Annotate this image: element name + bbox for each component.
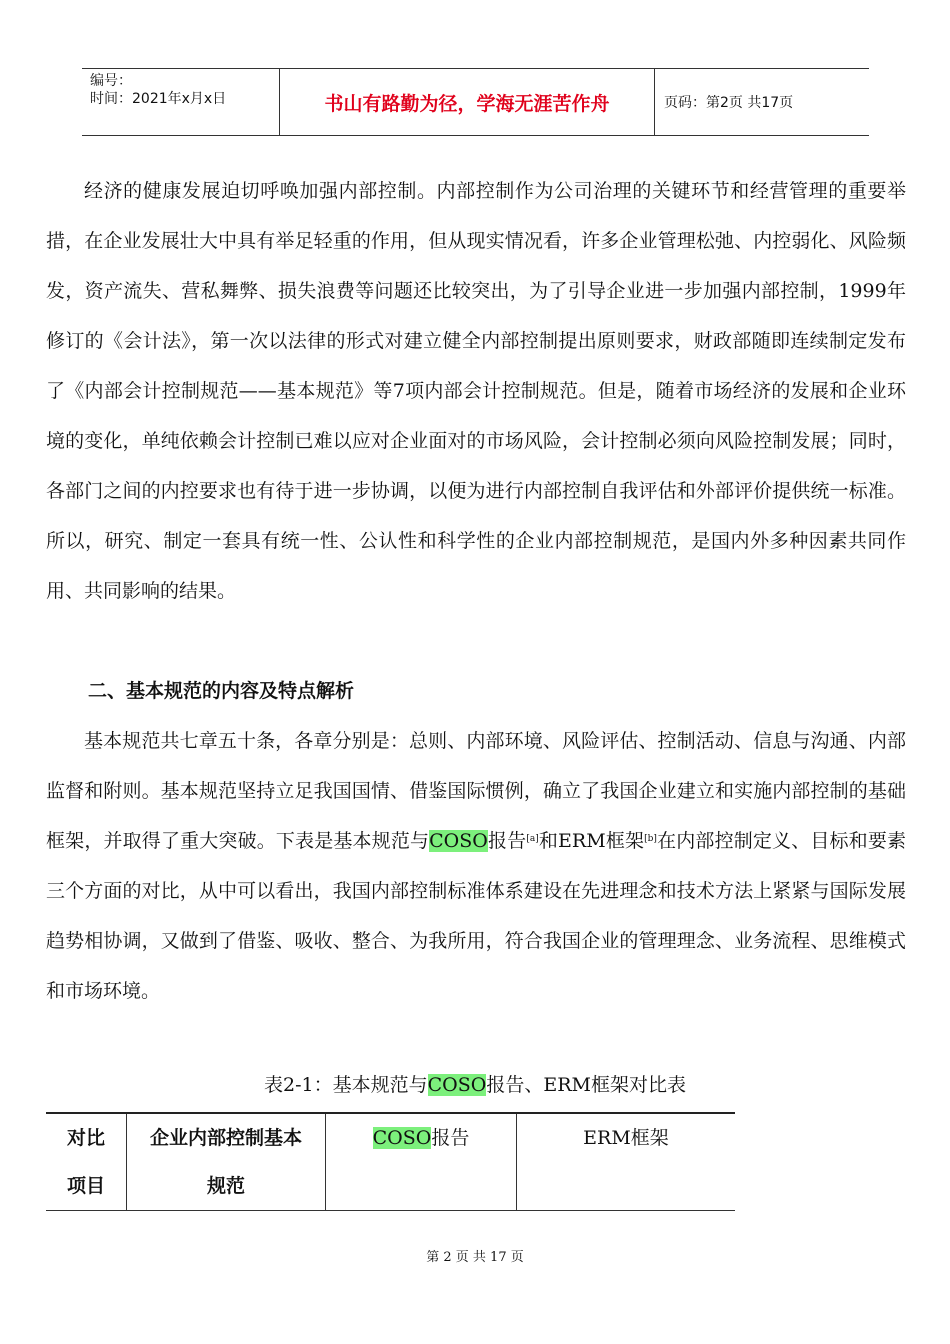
page-header <box>82 68 869 136</box>
header-item-line2: 项目 <box>66 1175 105 1197</box>
header-item-line1: 对比 <box>66 1127 105 1149</box>
header-coso-highlight: COSO <box>372 1127 432 1149</box>
header-page-code: 页码：第2页 共17页 <box>664 95 794 111</box>
ref-a: [a] <box>526 834 539 844</box>
paragraph-1: 经济的健康发展迫切呼唤加强内部控制。内部控制作为公司治理的关键环节和经营管理的重要举措，在企业发展壮大中具有举足轻重的作用，但从现实情况看，许多企业管理松弛、内控弱化、风险频发，资产流失、营私舞弊、损失浪费等问题还比较突出，为了引导企业进一步加强内部控制，1999年修订的《会计法》，第一次以法律的形式对建立健全内部控制提出原则要求，财政部随即连续制定发布了《内部会计控制规范——基本规范》等7项内部会计控制规范。但是，随着市场经济的发展和企业环境的变化，单纯依赖会计控制已难以应对企业面对的市场风险，会计控制必须向风险控制发展；同时，各部门之间的内控要求也有待于进一步协调，以便为进行内部控制自我评估和外部评价提供统一标准。所以，研究、制定一套具有统一性、公认性和科学性的企业内部控制规范，是国内外多种因素共同作用、共同影响的结果。 <box>46 180 906 602</box>
comparison-table <box>46 1112 735 1211</box>
table-caption <box>0 1070 950 1097</box>
caption-prefix: 表2-1：基本规范与 <box>264 1074 428 1096</box>
p2-part3: 和ERM框架 <box>538 830 645 852</box>
p2-part2: 报告 <box>487 830 527 852</box>
time-label: 时间：2021年x月x日 <box>90 91 227 107</box>
table-header-row <box>46 1113 735 1211</box>
header-cell-coso <box>326 1113 517 1211</box>
section-heading: 二、基本规范的内容及特点解析 <box>88 680 355 702</box>
header-cell-item <box>46 1113 127 1211</box>
header-motto: 书山有路勤为径，学海无涯苦作舟 <box>280 69 655 135</box>
p2-part4: 在内部控制定义、目标和要素三个方面的对比，从中可以看出，我国内部控制标准体系建设在先进理念和技术方法上紧紧与国际发展趋势相协调，又做到了借鉴、吸收、整合、为我所用，符合我国企业的管理理念、业务流程、思维模式和市场环境。 <box>46 830 906 1002</box>
paragraph-1-block <box>46 166 906 616</box>
paragraph-2 <box>46 716 906 1016</box>
ref-b: [b] <box>644 834 657 844</box>
number-label: 编号： <box>90 73 132 89</box>
header-norm-line2: 规范 <box>206 1175 245 1197</box>
paragraph-2-block <box>46 716 906 1016</box>
caption-suffix: 报告、ERM框架对比表 <box>486 1074 686 1096</box>
coso-highlight: COSO <box>429 830 488 852</box>
header-norm-line1: 企业内部控制基本 <box>149 1127 302 1149</box>
header-cell-basic-norm <box>127 1113 326 1211</box>
page-footer: 第 2 页 共 17 页 <box>426 1250 524 1265</box>
p2-part1: 基本规范共七章五十条，各章分别是：总则、内部环境、风险评估、控制活动、信息与沟通、内部监督和附则。基本规范坚持立足我国国情、借鉴国际惯例，确立了我国企业建立和实施内部控制的基础框架，并取得了重大突破。下表是基本规范与 <box>46 730 906 852</box>
header-meta <box>82 69 280 135</box>
caption-coso-highlight: COSO <box>427 1074 487 1096</box>
header-coso-rest: 报告 <box>431 1127 470 1149</box>
header-cell-erm: ERM框架 <box>517 1113 736 1211</box>
